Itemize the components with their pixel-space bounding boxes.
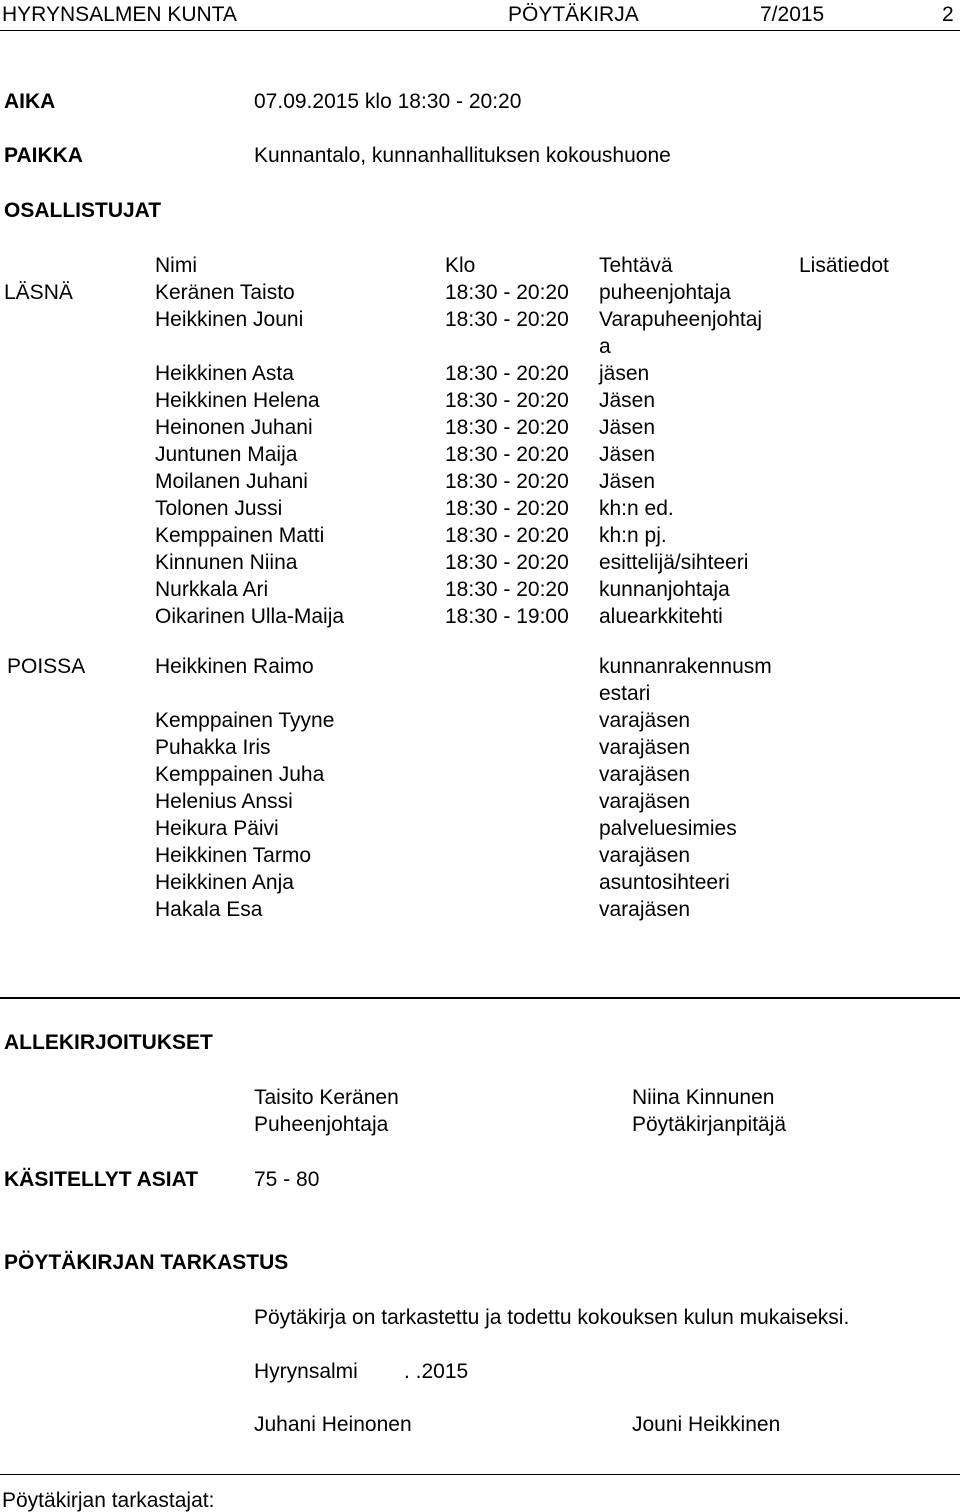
participant-row <box>0 471 960 498</box>
participant-name: Heikura Päivi <box>155 817 279 840</box>
participant-name: Nurkkala Ari <box>155 578 269 601</box>
participant-role-continuation: a <box>599 335 611 358</box>
participant-time: 18:30 - 20:20 <box>445 308 569 331</box>
review-statement: Pöytäkirja on tarkastettu ja todettu kokouksen kulun mukaiseksi. <box>254 1306 850 1329</box>
participant-role: varajäsen <box>599 736 691 759</box>
participant-role: Varapuheenjohtaj <box>599 308 763 331</box>
participant-role: Jäsen <box>599 470 656 493</box>
participant-name: Kemppainen Matti <box>155 524 325 547</box>
reviewers-label: Pöytäkirjan tarkastajat: <box>2 1489 215 1512</box>
participant-time: 18:30 - 20:20 <box>445 281 569 304</box>
participant-time: 18:30 - 20:20 <box>445 362 569 385</box>
participant-name: Heikkinen Helena <box>155 389 320 412</box>
participant-row <box>0 282 960 309</box>
participant-role: varajäsen <box>599 844 691 867</box>
participant-name: Heikkinen Jouni <box>155 308 304 331</box>
column-name-header: Nimi <box>155 254 197 277</box>
secretary-name: Niina Kinnunen <box>632 1086 775 1109</box>
participant-role: varajäsen <box>599 709 691 732</box>
participant-row <box>0 390 960 417</box>
participant-name: Heikkinen Anja <box>155 871 294 894</box>
chair-title: Puheenjohtaja <box>254 1113 389 1136</box>
participant-role: kunnanjohtaja <box>599 578 730 601</box>
participant-row <box>0 444 960 471</box>
column-info-header: Lisätiedot <box>799 254 889 277</box>
participant-time: 18:30 - 20:20 <box>445 551 569 574</box>
participant-row <box>0 899 960 926</box>
items-value: 75 - 80 <box>254 1168 320 1191</box>
signatures-heading: ALLEKIRJOITUKSET <box>4 1031 213 1054</box>
review-heading: PÖYTÄKIRJAN TARKASTUS <box>4 1251 289 1274</box>
participant-role: jäsen <box>599 362 650 385</box>
place-label: PAIKKA <box>4 144 83 167</box>
participant-time: 18:30 - 20:20 <box>445 416 569 439</box>
participant-name: Heikkinen Asta <box>155 362 294 385</box>
participant-name: Puhakka Iris <box>155 736 271 759</box>
participant-row <box>0 552 960 579</box>
header-number: 7/2015 <box>760 3 825 26</box>
present-label: LÄSNÄ <box>4 281 73 304</box>
participant-role: Jäsen <box>599 389 656 412</box>
place-value: Kunnantalo, kunnanhallituksen kokoushuone <box>254 144 671 167</box>
chair-name: Taisito Keränen <box>254 1086 399 1109</box>
participant-name: Helenius Anssi <box>155 790 293 813</box>
participant-row <box>0 498 960 525</box>
time-value: 07.09.2015 klo 18:30 - 20:20 <box>254 90 522 113</box>
participant-row <box>0 579 960 606</box>
participant-name: Juntunen Maija <box>155 443 298 466</box>
header-page-number: 2 <box>942 3 954 26</box>
column-time-header: Klo <box>445 254 476 277</box>
participant-row <box>0 309 960 336</box>
participant-name: Tolonen Jussi <box>155 497 283 520</box>
participants-heading: OSALLISTUJAT <box>4 199 162 222</box>
header-divider <box>0 30 960 31</box>
participant-time: 18:30 - 20:20 <box>445 497 569 520</box>
participant-row <box>0 656 960 683</box>
participant-role: puheenjohtaja <box>599 281 731 304</box>
participant-row <box>0 525 960 552</box>
participant-row-continuation <box>0 683 960 710</box>
participant-row <box>0 363 960 390</box>
participant-role: palveluesimies <box>599 817 737 840</box>
participant-name: Heinonen Juhani <box>155 416 313 439</box>
participant-time: 18:30 - 20:20 <box>445 389 569 412</box>
participant-row <box>0 764 960 791</box>
absent-label: POISSA <box>7 655 86 678</box>
participant-time: 18:30 - 20:20 <box>445 443 569 466</box>
participant-row-continuation <box>0 336 960 363</box>
signature-line <box>0 1474 960 1475</box>
participant-name: Kemppainen Juha <box>155 763 325 786</box>
participant-row <box>0 417 960 444</box>
participant-role: kh:n pj. <box>599 524 667 547</box>
participant-name: Hakala Esa <box>155 898 263 921</box>
participant-name: Moilanen Juhani <box>155 470 308 493</box>
participant-time: 18:30 - 20:20 <box>445 578 569 601</box>
participant-name: Oikarinen Ulla-Maija <box>155 605 345 628</box>
participant-row <box>0 845 960 872</box>
participant-row <box>0 606 960 633</box>
participant-row <box>0 791 960 818</box>
participant-role-continuation: estari <box>599 682 651 705</box>
participant-row <box>0 710 960 737</box>
secretary-title: Pöytäkirjanpitäjä <box>632 1113 787 1136</box>
participant-time: 18:30 - 19:00 <box>445 605 569 628</box>
time-label: AIKA <box>4 90 56 113</box>
participant-role: varajäsen <box>599 763 691 786</box>
reviewer-1-name: Juhani Heinonen <box>254 1413 412 1436</box>
review-place: Hyrynsalmi <box>254 1360 358 1383</box>
reviewer-2-name: Jouni Heikkinen <box>632 1413 781 1436</box>
participant-time: 18:30 - 20:20 <box>445 524 569 547</box>
header-organization: HYRYNSALMEN KUNTA <box>2 3 237 26</box>
participant-row <box>0 737 960 764</box>
participant-role: Jäsen <box>599 416 656 439</box>
participant-role: varajäsen <box>599 790 691 813</box>
participant-role: Jäsen <box>599 443 656 466</box>
participants-column-headers <box>0 255 960 282</box>
participant-name: Heikkinen Raimo <box>155 655 314 678</box>
section-divider <box>0 997 960 999</box>
participant-row <box>0 818 960 845</box>
participant-name: Heikkinen Tarmo <box>155 844 312 867</box>
participant-role: aluearkkitehti <box>599 605 723 628</box>
participant-row <box>0 872 960 899</box>
participant-role: asuntosihteeri <box>599 871 730 894</box>
review-date: . .2015 <box>404 1360 469 1383</box>
participant-name: Kinnunen Niina <box>155 551 298 574</box>
participant-name: Kemppainen Tyyne <box>155 709 335 732</box>
participant-role: kh:n ed. <box>599 497 674 520</box>
participant-time: 18:30 - 20:20 <box>445 470 569 493</box>
items-label: KÄSITELLYT ASIAT <box>4 1168 199 1191</box>
participant-name: Keränen Taisto <box>155 281 295 304</box>
participant-role: varajäsen <box>599 898 691 921</box>
column-role-header: Tehtävä <box>599 254 673 277</box>
participant-role: esittelijä/sihteeri <box>599 551 749 574</box>
participant-role: kunnanrakennusm <box>599 655 772 678</box>
header-doc-type: PÖYTÄKIRJA <box>508 3 639 26</box>
